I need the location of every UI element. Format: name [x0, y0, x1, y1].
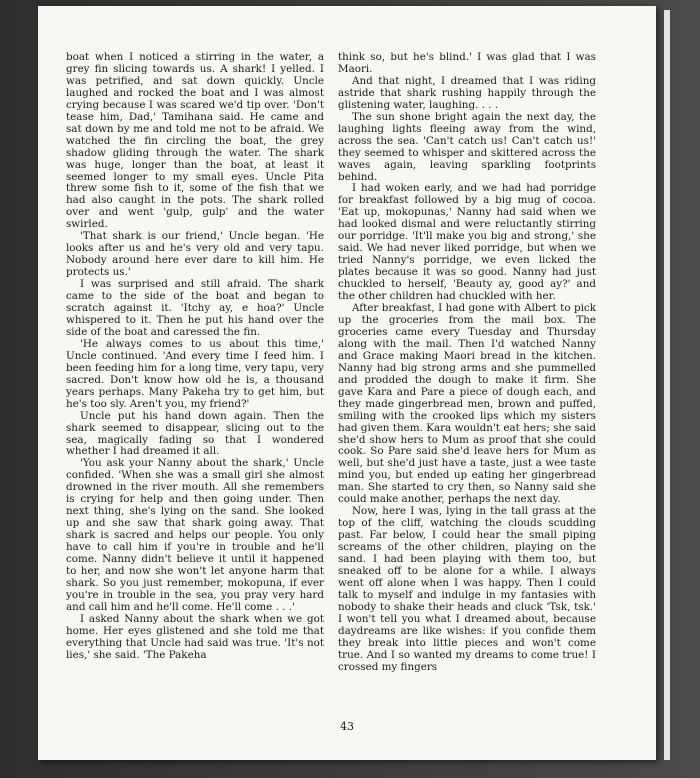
- paragraph: 'You ask your Nanny about the shark,' Uncle confided. 'When she was a small girl she almost drowned in the river mouth. All she remembers is crying for help and then going under. Then next thing, she's lying on the sand. She looked up and she saw that shark going away. That shark is sacred and helps our people. You only have to call him if you're in trouble and he'll come. Nanny didn't believe it until it happened to her, and now she won't let anyone harm that shark. So you just remember, mokopuna, if ever you're in trouble in the sea, you pray very hard and call him and he'll come. He'll come . . .': [66, 457, 324, 613]
- paragraph: I was surprised and still afraid. The shark came to the side of the boat and began to scratch against it. 'Itchy ay, e hoa?' Uncle whispered to it. Then he put his hand over the side of the boat and caressed the fin.: [66, 278, 324, 338]
- paragraph: Now, here I was, lying in the tall grass at the top of the cliff, watching the clouds scudding past. Far below, I could hear the small piping screams of the other children, playing on the sand. I had been playing with them too, but sneaked off to be alone for a while. I always went off alone when I was happy. Then I could talk to myself and indulge in my fantasies with nobody to shake their heads and cluck 'Tsk, tsk.' I won't tell you what I dreamed about, because daydreams are like wishes: if you confide them they break into little pieces and won't come true. And I so wanted my dreams to come true! I crossed my fingers: [338, 505, 596, 673]
- page-number: 43: [340, 720, 354, 733]
- book-page: [38, 6, 656, 760]
- paragraph: I had woken early, and we had had porridge for breakfast followed by a big mug of cocoa. 'Eat up, mokopunas,' Nanny had said when we had looked dismal and were reluctantly stirring our porridge. 'It'll make you big and strong,' she said. We had never liked porridge, but when we tried Nanny's porridge, we even licked the plates because it was so good. Nanny had just chuckled to herself, 'Beauty ay, good ay?' and the other children had chuckled with her.: [338, 182, 596, 303]
- paragraph: 'That shark is our friend,' Uncle began. 'He looks after us and he's very old and very tapu. Nobody around here ever dare to kill him. He protects us.': [66, 230, 324, 279]
- paragraph: After breakfast, I had gone with Albert to pick up the groceries from the mail box. The groceries came every Tuesday and Thursday along with the mail. Then I'd watched Nanny and Grace making Maori bread in the kitchen. Nanny had big strong arms and she pummelled and prodded the dough to make it firm. She gave Kara and Pare a piece of dough each, and they made gingerbread men, brown and puffed, smiling with the crooked lips which my sisters had given them. Kara wouldn't eat hers; she said she'd show hers to Mum as proof that she could cook. So Pare said she'd leave hers for Mum as well, but she'd just have a taste, just a wee taste mind you, but ended up eating her gingerbread man. She started to cry then, so Nanny said she could make another, perhaps the next day.: [338, 302, 596, 506]
- paragraph: boat when I noticed a stirring in the water, a grey fin slicing towards us. A shark! I yelled. I was petrified, and sat down quickly. Uncle laughed and rocked the boat and I was almost crying because I was scared we'd tip over. 'Don't tease him, Dad,' Tamihana said. He came and sat down by me and told me not to be afraid. We watched the fin circling the boat, the grey shadow gliding through the water. The shark was huge, longer than the boat, at least it seemed longer to my small eyes. Uncle Pita threw some fish to it, some of the fish that we had also caught in the pots. The shark rolled over and went 'gulp, gulp' and the water swirled.: [66, 51, 324, 231]
- paragraph: Uncle put his hand down again. Then the shark seemed to disappear, slicing out to the sea, magically fading so that I wondered whether I had dreamed it all.: [66, 409, 324, 458]
- paragraph: think so, but he's blind.' I was glad that I was Maori.: [338, 51, 596, 75]
- left-column: [66, 52, 324, 662]
- paragraph: 'He always comes to us about this time,' Uncle continued. 'And every time I feed him. I been feeding him for a long time, very tapu, very sacred. Don't know how old he is, a thousand years perhaps. Many Pakeha try to get him, but he's too sly. Aren't you, my friend?': [66, 337, 324, 410]
- right-column: [338, 52, 596, 674]
- paragraph: The sun shone bright again the next day, the laughing lights fleeing away from the wind, across the sea. 'Can't catch us! Can't catch us!' they seemed to whisper and skittered across the waves again, leaving sparkling footprints behind.: [338, 110, 596, 183]
- page-edge: [664, 10, 670, 760]
- paragraph: And that night, I dreamed that I was riding astride that shark rushing happily through the glistening water, laughing. . . .: [338, 74, 596, 111]
- paragraph: I asked Nanny about the shark when we got home. Her eyes glistened and she told me that everything that Uncle had said was true. 'It's not lies,' she said. 'The Pakeha: [66, 612, 324, 661]
